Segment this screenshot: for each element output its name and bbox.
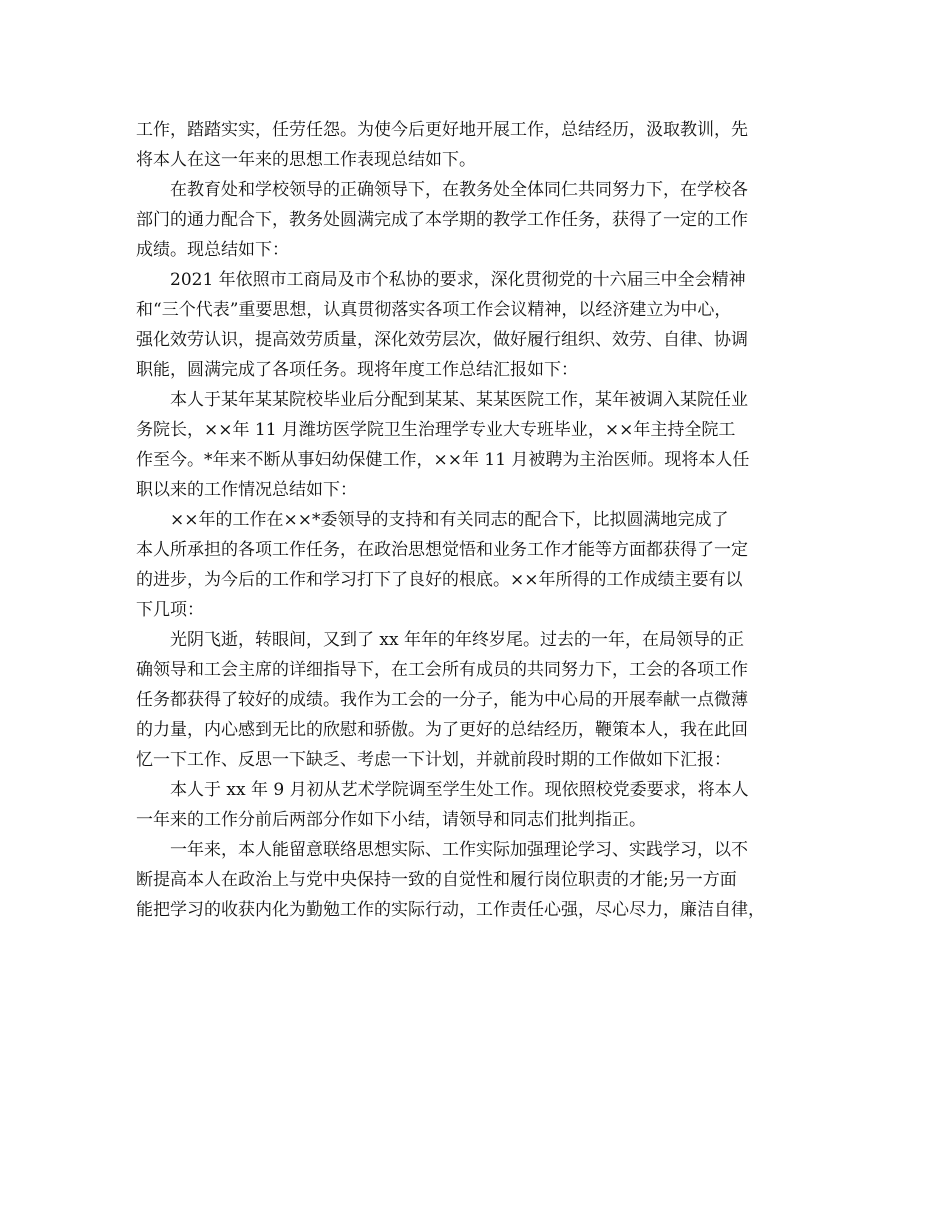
document-body — [136, 115, 826, 925]
text-line: 2021 年依照市工商局及市个私协的要求，深化贯彻党的十六届三中全会精神 — [136, 270, 746, 290]
text-line: 本人于 xx 年 9 月初从艺术学院调至学生处工作。现依照校党委要求，将本人 — [136, 780, 749, 800]
paragraph — [136, 835, 826, 925]
text-line: 部门的通力配合下，教务处圆满完成了本学期的教学工作任务，获得了一定的工作 — [136, 210, 748, 230]
paragraph — [136, 115, 826, 175]
text-line: 任务都获得了较好的成绩。我作为工会的一分子，能为中心局的开展奉献一点微薄 — [136, 690, 748, 710]
text-line: 工作，踏踏实实，任劳任怨。为使今后更好地开展工作，总结经历，汲取教训，先 — [136, 120, 748, 140]
text-line: 和“三个代表”重要思想，认真贯彻落实各项工作会议精神，以经济建立为中心， — [136, 300, 732, 320]
text-line: 本人所承担的各项工作任务，在政治思想觉悟和业务工作才能等方面都获得了一定 — [136, 540, 748, 560]
text-line: 强化效劳认识，提高效劳质量，深化效劳层次，做好履行组织、效劳、自律、协调 — [136, 330, 748, 350]
paragraph — [136, 385, 826, 505]
text-line: 断提高本人在政治上与党中央保持一致的自觉性和履行岗位职责的才能;另一方面 — [136, 870, 737, 890]
text-line: 忆一下工作、反思一下缺乏、考虑一下计划，并就前段时期的工作做如下汇报： — [136, 750, 731, 770]
text-line: 在教育处和学校领导的正确领导下，在教务处全体同仁共同努力下，在学校各 — [136, 180, 748, 200]
text-line: 职能，圆满完成了各项任务。现将年度工作总结汇报如下： — [136, 360, 578, 380]
text-line: 作至今。*年来不断从事妇幼保健工作，××年 11 月被聘为主治医师。现将本人任 — [136, 450, 750, 470]
paragraph — [136, 505, 826, 625]
text-line: 职以来的工作情况总结如下： — [136, 480, 357, 500]
text-line: 一年来的工作分前后两部分作如下小结，请领导和同志们批判指正。 — [136, 810, 646, 830]
text-line: 务院长，××年 11 月潍坊医学院卫生治理学专业大专班毕业，××年主持全院工 — [136, 420, 736, 440]
text-line: 光阴飞逝，转眼间，又到了 xx 年年的年终岁尾。过去的一年，在局领导的正 — [136, 630, 744, 650]
text-line: 的进步，为今后的工作和学习打下了良好的根底。××年所得的工作成绩主要有以 — [136, 570, 743, 590]
text-line: 一年来，本人能留意联络思想实际、工作实际加强理论学习、实践学习，以不 — [136, 840, 748, 860]
text-line: 成绩。现总结如下： — [136, 240, 289, 260]
text-line: 将本人在这一年来的思想工作表现总结如下。 — [136, 150, 476, 170]
paragraph — [136, 265, 826, 385]
paragraph — [136, 625, 826, 775]
text-line: 本人于某年某某院校毕业后分配到某某、某某医院工作，某年被调入某院任业 — [136, 390, 748, 410]
text-line: ××年的工作在××*委领导的支持和有关同志的配合下，比拟圆满地完成了 — [136, 510, 729, 530]
text-line: 的力量，内心感到无比的欣慰和骄傲。为了更好的总结经历，鞭策本人，我在此回 — [136, 720, 748, 740]
paragraph — [136, 775, 826, 835]
text-line: 能把学习的收获内化为勤勉工作的实际行动，工作责任心强，尽心尽力，廉洁自律， — [136, 900, 765, 920]
text-line: 确领导和工会主席的详细指导下，在工会所有成员的共同努力下，工会的各项工作 — [136, 660, 748, 680]
paragraph — [136, 175, 826, 265]
text-line: 下几项： — [136, 600, 204, 620]
